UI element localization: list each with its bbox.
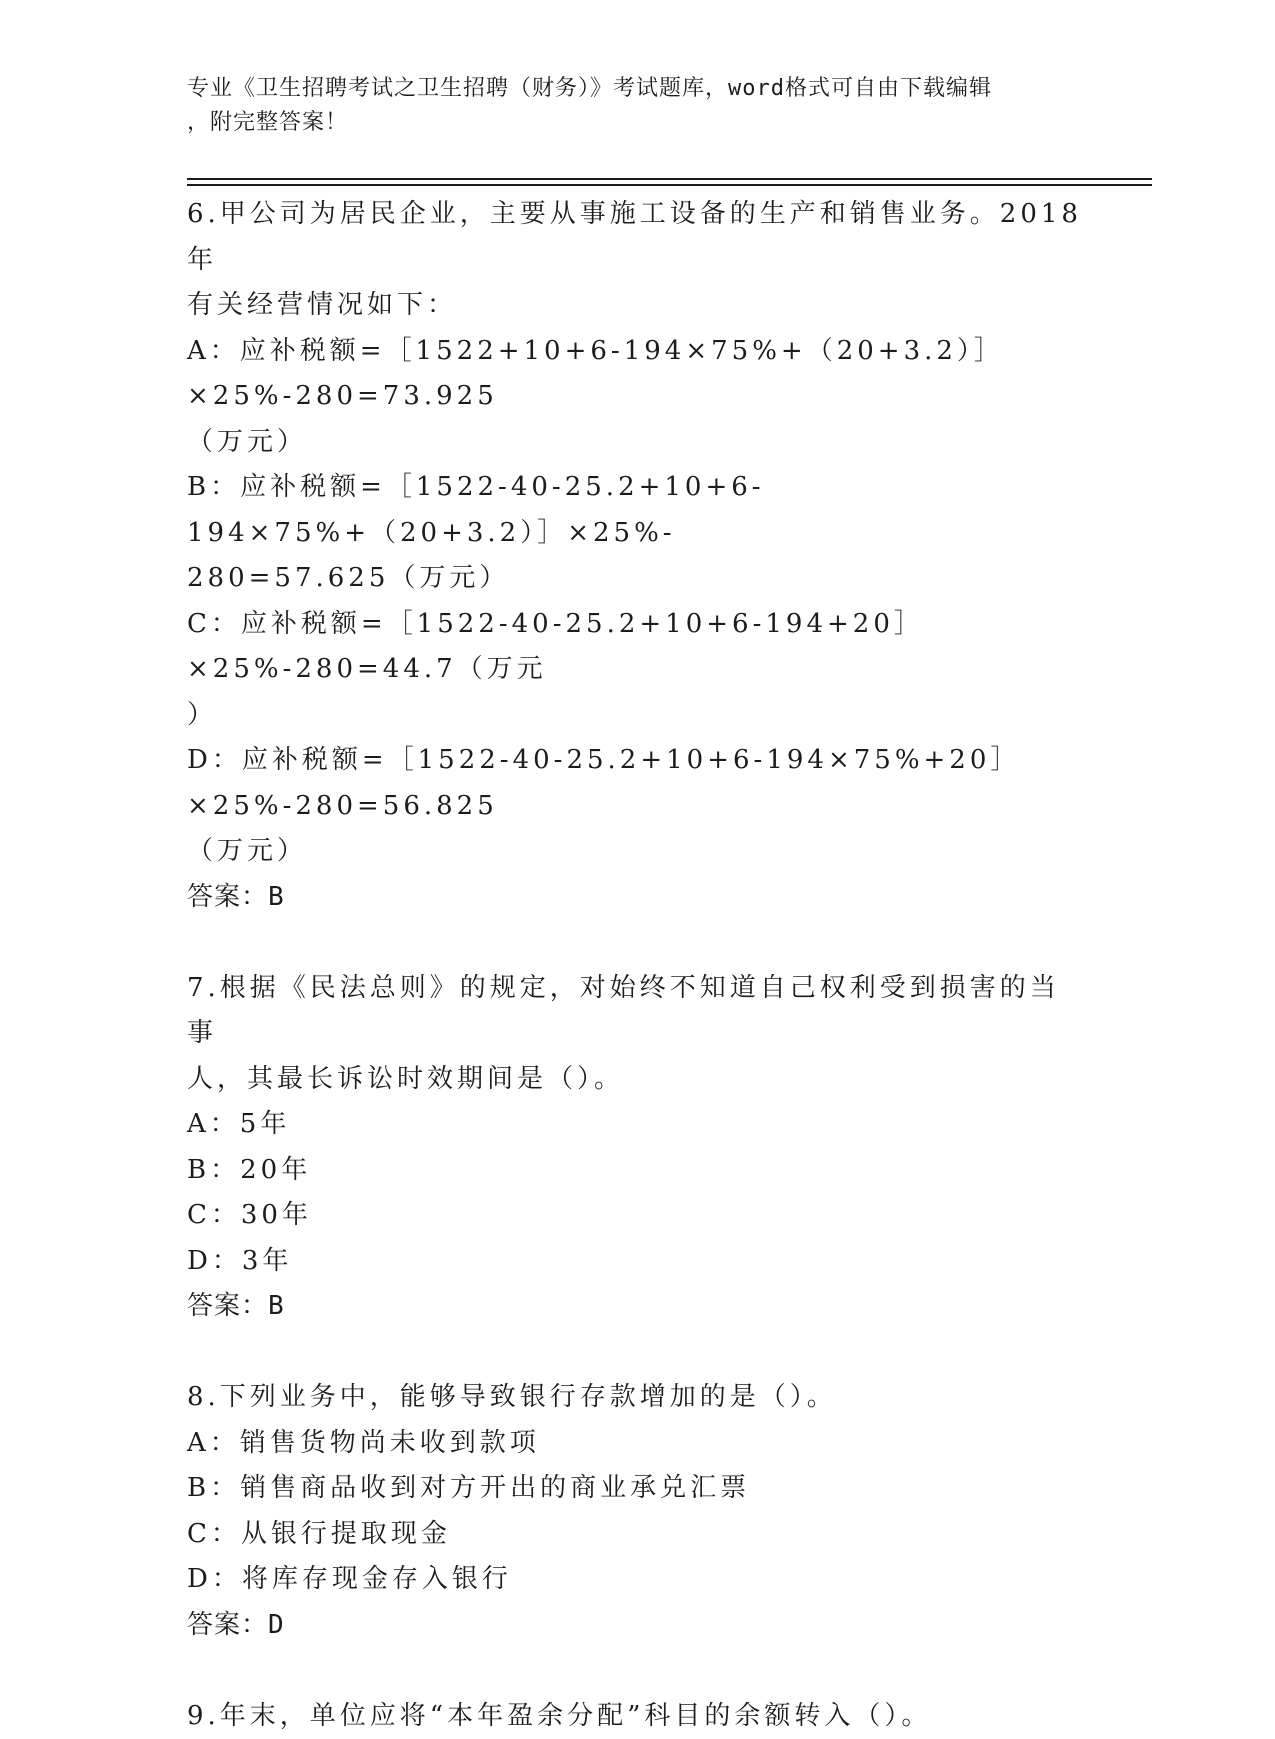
header-line-1: 专业《卫生招聘考试之卫生招聘（财务）》考试题库，word格式可自由下载编辑 — [187, 72, 1067, 106]
question-line: 人，其最长诉讼时效期间是（）。 — [187, 1057, 1087, 1103]
header-line-2: ，附完整答案！ — [187, 106, 1067, 140]
question-stem: 8.下列业务中，能够导致银行存款增加的是（）。 — [187, 1375, 1087, 1421]
question-line: D：3年 — [187, 1239, 1087, 1285]
question-spacer — [187, 1648, 1087, 1694]
question-line: ） — [187, 693, 1087, 739]
question-list — [187, 192, 1087, 1739]
question-line: B：20年 — [187, 1148, 1087, 1194]
question-line: 有关经营情况如下： — [187, 283, 1087, 329]
question-line: D：应补税额=［1522-40-25.2+10+6-194×75%+20］×25%-280=56.825 — [187, 738, 1087, 829]
document-header — [187, 72, 1067, 140]
question-stem: 9.年末，单位应将“本年盈余分配”科目的余额转入（）。 — [187, 1694, 1087, 1739]
question-spacer — [187, 920, 1087, 966]
question-line: 280=57.625（万元） — [187, 556, 1087, 602]
question-stem: 6.甲公司为居民企业，主要从事施工设备的生产和销售业务。2018年 — [187, 192, 1087, 283]
answer-line: 答案：D — [187, 1603, 1087, 1649]
question-line: A：销售货物尚未收到款项 — [187, 1421, 1087, 1467]
question-spacer — [187, 1330, 1087, 1376]
question-block — [187, 1375, 1087, 1648]
question-line: A：应补税额=［1522+10+6-194×75%+（20+3.2）］×25%-280=73.925 — [187, 329, 1087, 420]
question-line: B：销售商品收到对方开出的商业承兑汇票 — [187, 1466, 1087, 1512]
question-line: A：5年 — [187, 1102, 1087, 1148]
question-line: B：应补税额=［1522-40-25.2+10+6-194×75%+（20+3.2）］×25%- — [187, 465, 1087, 556]
answer-line: 答案：B — [187, 875, 1087, 921]
answer-line: 答案：B — [187, 1284, 1087, 1330]
question-line: （万元） — [187, 420, 1087, 466]
question-block — [187, 1694, 1087, 1739]
question-line: （万元） — [187, 829, 1087, 875]
question-stem: 7.根据《民法总则》的规定，对始终不知道自己权利受到损害的当事 — [187, 966, 1087, 1057]
header-rule-top — [187, 178, 1152, 180]
header-rule-bottom — [187, 184, 1152, 186]
question-line: C：应补税额=［1522-40-25.2+10+6-194+20］×25%-280=44.7（万元 — [187, 602, 1087, 693]
question-line: C：从银行提取现金 — [187, 1512, 1087, 1558]
question-block — [187, 192, 1087, 920]
question-line: D：将库存现金存入银行 — [187, 1557, 1087, 1603]
question-line: C：30年 — [187, 1193, 1087, 1239]
question-block — [187, 966, 1087, 1330]
